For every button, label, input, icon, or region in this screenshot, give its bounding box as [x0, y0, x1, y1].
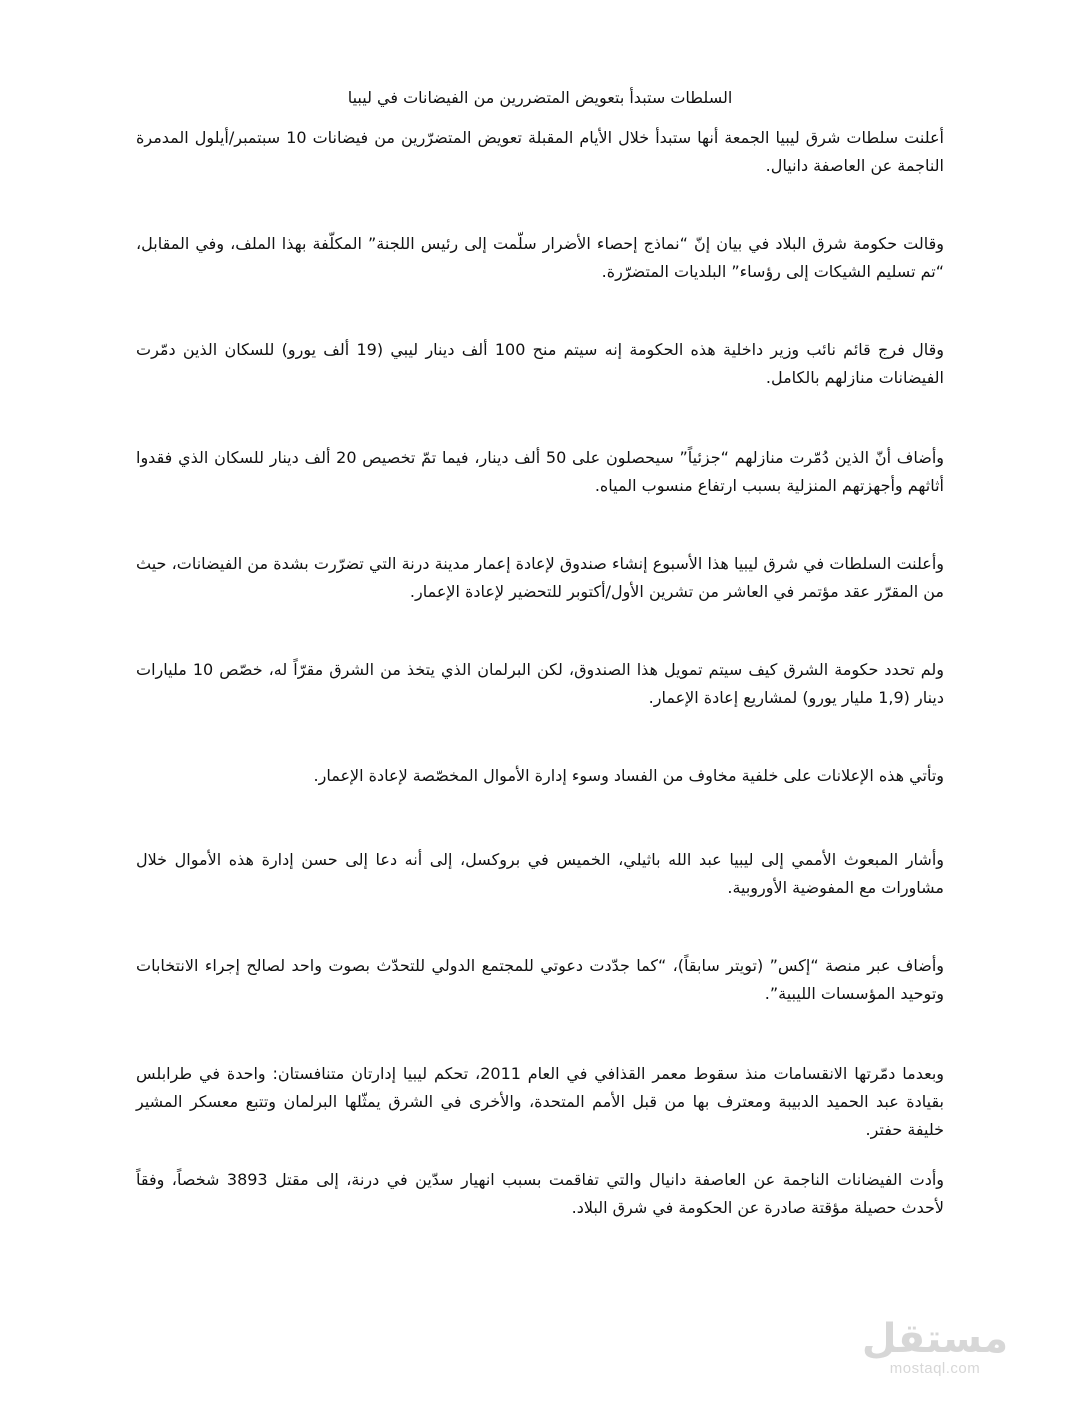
document-title: السلطات ستبدأ بتعويض المتضررين من الفيضانات في ليبيا	[347, 88, 733, 107]
paragraph-9: وأضاف عبر منصة “إكس” (تويتر سابقاً)، “كما جدّدت دعوتي للمجتمع الدولي للتحدّث بصوت واحد لصالح إجراء الانتخابات وتوحيد المؤسسات الليبية”.	[136, 956, 944, 1003]
paragraph-4: وأضاف أنّ الذين دُمّرت منازلهم “جزئياً” سيحصلون على 50 ألف دينار، فيما تمّ تخصيص 20 ألف دينار للسكان الذي فقدوا أثاثهم وأجهزتهم المنزلية بسبب ارتفاع منسوب المياه.	[136, 448, 944, 495]
watermark-domain: mostaql.com	[889, 1360, 981, 1377]
watermark-logo: مستقل	[861, 1316, 1009, 1362]
paragraph-10: وبعدما دمّرتها الانقسامات منذ سقوط معمر القذافي في العام 2011، تحكم ليبيا إدارتان متنافستان: واحدة في طرابلس بقيادة عبد الحميد الدبيبة ومعترف بها من قبل الأمم المتحدة، والأخرى في الشرق يمثّلها البرلمان وتتبع معسكر المشير خليفة حفتر.	[136, 1064, 945, 1139]
paragraph-5: وأعلنت السلطات في شرق ليبيا هذا الأسبوع إنشاء صندوق لإعادة إعمار مدينة درنة التي تضرّرت بشدة من الفيضانات، حيث من المقرّر عقد مؤتمر في العاشر من تشرين الأول/أكتوبر للتحضير لإعادة الإعمار.	[136, 554, 944, 601]
paragraph-7: وتأتي هذه الإعلانات على خلفية مخاوف من الفساد وسوء إدارة الأموال المخصّصة لإعادة الإعمار.	[313, 766, 944, 785]
paragraph-3: وقال فرج قائم نائب وزير داخلية هذه الحكومة إنه سيتم منح 100 ألف دينار ليبي (19 ألف يورو) للسكان الذين دمّرت الفيضانات منازلهم بالكامل.	[136, 340, 945, 387]
paragraph-8: وأشار المبعوث الأممي إلى ليبيا عبد الله باثيلي، الخميس في بروكسل، إلى أنه دعا إلى حسن إدارة هذه الأموال خلال مشاورات مع المفوضية الأوروبية.	[136, 850, 944, 897]
mostaql-watermark	[860, 1318, 1010, 1378]
paragraph-2: وقالت حكومة شرق البلاد في بيان إنّ “نماذج إحصاء الأضرار سلّمت إلى رئيس اللجنة” المكلّفة بهذا الملف، وفي المقابل، “تم تسليم الشيكات إلى رؤساء” البلديات المتضرّرة.	[136, 234, 944, 281]
paragraph-6: ولم تحدد حكومة الشرق كيف سيتم تمويل هذا الصندوق، لكن البرلمان الذي يتخذ من الشرق مقرّاً له، خصّص 10 مليارات دينار (1,9 مليار يورو) لمشاريع إعادة الإعمار.	[136, 660, 945, 707]
paragraph-1: أعلنت سلطات شرق ليبيا الجمعة أنها ستبدأ خلال الأيام المقبلة تعويض المتضرّرين من فيضانات 10 سبتمبر/أيلول المدمرة الناجمة عن العاصفة دانيال.	[136, 128, 944, 175]
paragraph-11: وأدت الفيضانات الناجمة عن العاصفة دانيال والتي تفاقمت بسبب انهيار سدّين في درنة، إلى مقتل 3893 شخصاً، وفقاً لأحدث حصيلة مؤقتة صادرة عن الحكومة في شرق البلاد.	[136, 1170, 944, 1217]
